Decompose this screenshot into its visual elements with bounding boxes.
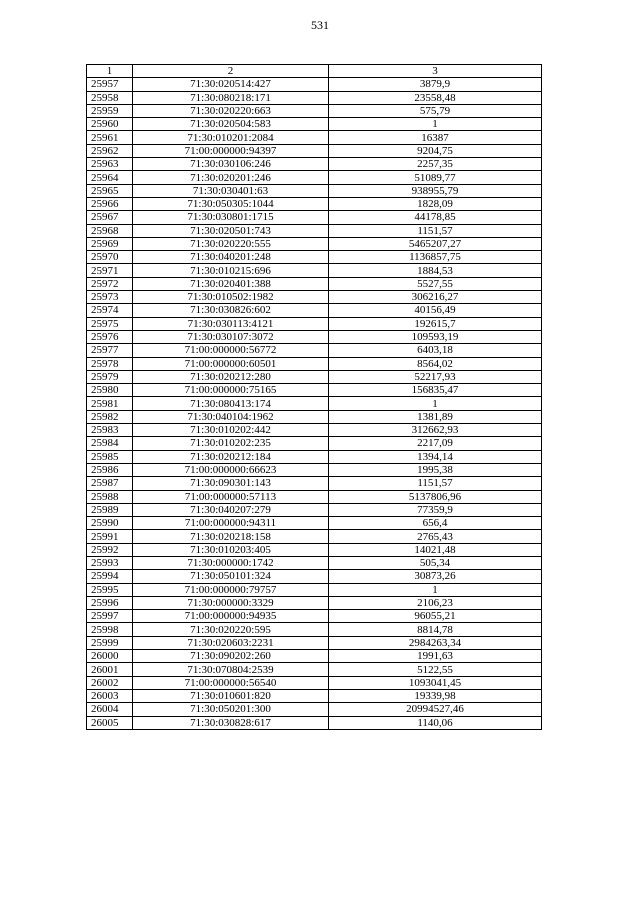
row-number-cell: 25991 (87, 530, 133, 543)
cadastral-number-cell: 71:30:020212:280 (133, 370, 329, 383)
value-cell: 5465207,27 (329, 237, 542, 250)
cadastral-number-cell: 71:30:010203:405 (133, 543, 329, 556)
data-table (86, 64, 542, 730)
row-number-cell: 25998 (87, 623, 133, 636)
value-cell: 40156,49 (329, 304, 542, 317)
cadastral-number-cell: 71:30:030826:602 (133, 304, 329, 317)
row-number-cell: 25963 (87, 158, 133, 171)
value-cell: 20994527,46 (329, 703, 542, 716)
table-row (87, 676, 542, 689)
cadastral-number-cell: 71:30:020212:184 (133, 450, 329, 463)
cadastral-number-cell: 71:30:020603:2231 (133, 636, 329, 649)
row-number-cell: 25970 (87, 251, 133, 264)
value-cell: 96055,21 (329, 610, 542, 623)
value-cell: 505,34 (329, 556, 542, 569)
value-cell: 192615,7 (329, 317, 542, 330)
value-cell: 52217,93 (329, 370, 542, 383)
value-cell: 306216,27 (329, 291, 542, 304)
value-cell: 2257,35 (329, 158, 542, 171)
table-row (87, 237, 542, 250)
cadastral-number-cell: 71:30:030401:63 (133, 184, 329, 197)
row-number-cell: 25986 (87, 463, 133, 476)
row-number-cell: 25972 (87, 277, 133, 290)
cadastral-number-cell: 71:30:010601:820 (133, 689, 329, 702)
table-row (87, 78, 542, 91)
cadastral-number-cell: 71:30:000000:3329 (133, 596, 329, 609)
cadastral-number-cell: 71:30:010215:696 (133, 264, 329, 277)
table-row (87, 277, 542, 290)
cadastral-number-cell: 71:30:020220:663 (133, 104, 329, 117)
table-row (87, 264, 542, 277)
table-row (87, 450, 542, 463)
value-cell: 1140,06 (329, 716, 542, 729)
table-row (87, 703, 542, 716)
row-number-cell: 25964 (87, 171, 133, 184)
value-cell: 8564,02 (329, 357, 542, 370)
cadastral-number-cell: 71:30:050305:1044 (133, 197, 329, 210)
cadastral-number-cell: 71:30:020501:743 (133, 224, 329, 237)
cadastral-number-cell: 71:30:040207:279 (133, 503, 329, 516)
table-row (87, 104, 542, 117)
row-number-cell: 25978 (87, 357, 133, 370)
table-row (87, 716, 542, 729)
table-row (87, 91, 542, 104)
cadastral-number-cell: 71:30:020220:555 (133, 237, 329, 250)
value-cell: 1995,38 (329, 463, 542, 476)
table-row (87, 211, 542, 224)
table-row (87, 118, 542, 131)
value-cell: 2217,09 (329, 437, 542, 450)
table-row (87, 357, 542, 370)
table-row (87, 596, 542, 609)
row-number-cell: 25967 (87, 211, 133, 224)
cadastral-number-cell: 71:00:000000:56540 (133, 676, 329, 689)
column-header-3: 3 (329, 65, 542, 78)
table-row (87, 410, 542, 423)
row-number-cell: 25990 (87, 517, 133, 530)
cadastral-number-cell: 71:30:010201:2084 (133, 131, 329, 144)
row-number-cell: 25984 (87, 437, 133, 450)
cadastral-number-cell: 71:00:000000:94311 (133, 517, 329, 530)
value-cell: 1093041,45 (329, 676, 542, 689)
cadastral-number-cell: 71:30:030107:3072 (133, 330, 329, 343)
row-number-cell: 25985 (87, 450, 133, 463)
cadastral-number-cell: 71:00:000000:57113 (133, 490, 329, 503)
table-row (87, 636, 542, 649)
table-row (87, 570, 542, 583)
table-row (87, 397, 542, 410)
table-row (87, 158, 542, 171)
row-number-cell: 25957 (87, 78, 133, 91)
table-row (87, 344, 542, 357)
cadastral-number-cell: 71:30:040201:248 (133, 251, 329, 264)
value-cell: 1151,57 (329, 224, 542, 237)
value-cell: 1 (329, 118, 542, 131)
cadastral-number-cell: 71:30:080413:174 (133, 397, 329, 410)
row-number-cell: 25993 (87, 556, 133, 569)
value-cell: 9204,75 (329, 144, 542, 157)
value-cell: 16387 (329, 131, 542, 144)
row-number-cell: 25965 (87, 184, 133, 197)
cadastral-number-cell: 71:30:020220:595 (133, 623, 329, 636)
table-row (87, 503, 542, 516)
value-cell: 1136857,75 (329, 251, 542, 264)
row-number-cell: 25971 (87, 264, 133, 277)
table-row (87, 317, 542, 330)
row-number-cell: 26002 (87, 676, 133, 689)
value-cell: 1151,57 (329, 477, 542, 490)
value-cell: 5122,55 (329, 663, 542, 676)
table-row (87, 370, 542, 383)
cadastral-number-cell: 71:00:000000:94397 (133, 144, 329, 157)
cadastral-number-cell: 71:30:020514:427 (133, 78, 329, 91)
value-cell: 6403,18 (329, 344, 542, 357)
table-row (87, 171, 542, 184)
row-number-cell: 25977 (87, 344, 133, 357)
row-number-cell: 25988 (87, 490, 133, 503)
row-number-cell: 26001 (87, 663, 133, 676)
row-number-cell: 25961 (87, 131, 133, 144)
value-cell: 5137806,96 (329, 490, 542, 503)
row-number-cell: 25959 (87, 104, 133, 117)
value-cell: 3879,9 (329, 78, 542, 91)
cadastral-number-cell: 71:00:000000:94935 (133, 610, 329, 623)
value-cell: 156835,47 (329, 384, 542, 397)
cadastral-number-cell: 71:30:020218:158 (133, 530, 329, 543)
cadastral-number-cell: 71:30:030801:1715 (133, 211, 329, 224)
table-row (87, 424, 542, 437)
value-cell: 2984263,34 (329, 636, 542, 649)
cadastral-number-cell: 71:30:080218:171 (133, 91, 329, 104)
row-number-cell: 25979 (87, 370, 133, 383)
row-number-cell: 25992 (87, 543, 133, 556)
cadastral-number-cell: 71:00:000000:60501 (133, 357, 329, 370)
row-number-cell: 25982 (87, 410, 133, 423)
row-number-cell: 25976 (87, 330, 133, 343)
row-number-cell: 26003 (87, 689, 133, 702)
row-number-cell: 25958 (87, 91, 133, 104)
table-row (87, 490, 542, 503)
table-row (87, 330, 542, 343)
value-cell: 109593,19 (329, 330, 542, 343)
row-number-cell: 25996 (87, 596, 133, 609)
value-cell: 44178,85 (329, 211, 542, 224)
value-cell: 1381,89 (329, 410, 542, 423)
row-number-cell: 25987 (87, 477, 133, 490)
table-row (87, 610, 542, 623)
table-row (87, 650, 542, 663)
table-row (87, 384, 542, 397)
row-number-cell: 25962 (87, 144, 133, 157)
row-number-cell: 25969 (87, 237, 133, 250)
table-row (87, 543, 542, 556)
page-number: 531 (311, 18, 329, 32)
cadastral-number-cell: 71:30:050101:324 (133, 570, 329, 583)
row-number-cell: 25973 (87, 291, 133, 304)
cadastral-number-cell: 71:00:000000:56772 (133, 344, 329, 357)
cadastral-number-cell: 71:30:020504:583 (133, 118, 329, 131)
row-number-cell: 25966 (87, 197, 133, 210)
value-cell: 14021,48 (329, 543, 542, 556)
value-cell: 312662,93 (329, 424, 542, 437)
cadastral-number-cell: 71:30:010502:1982 (133, 291, 329, 304)
row-number-cell: 25983 (87, 424, 133, 437)
value-cell: 8814,78 (329, 623, 542, 636)
value-cell: 23558,48 (329, 91, 542, 104)
table-row (87, 663, 542, 676)
value-cell: 5527,55 (329, 277, 542, 290)
row-number-cell: 25989 (87, 503, 133, 516)
cadastral-number-cell: 71:30:030828:617 (133, 716, 329, 729)
value-cell: 1 (329, 583, 542, 596)
value-cell: 1991,63 (329, 650, 542, 663)
column-header-2: 2 (133, 65, 329, 78)
value-cell: 30873,26 (329, 570, 542, 583)
value-cell: 1 (329, 397, 542, 410)
table-body (87, 78, 542, 730)
value-cell: 19339,98 (329, 689, 542, 702)
row-number-cell: 25995 (87, 583, 133, 596)
table-row (87, 437, 542, 450)
table-row (87, 291, 542, 304)
cadastral-number-cell: 71:00:000000:75165 (133, 384, 329, 397)
table-row (87, 197, 542, 210)
value-cell: 938955,79 (329, 184, 542, 197)
table-row (87, 184, 542, 197)
row-number-cell: 25981 (87, 397, 133, 410)
row-number-cell: 26000 (87, 650, 133, 663)
cadastral-number-cell: 71:00:000000:66623 (133, 463, 329, 476)
cadastral-number-cell: 71:30:090301:143 (133, 477, 329, 490)
row-number-cell: 26004 (87, 703, 133, 716)
value-cell: 2106,23 (329, 596, 542, 609)
row-number-cell: 25974 (87, 304, 133, 317)
value-cell: 1828,09 (329, 197, 542, 210)
value-cell: 77359,9 (329, 503, 542, 516)
value-cell: 575,79 (329, 104, 542, 117)
row-number-cell: 25968 (87, 224, 133, 237)
cadastral-number-cell: 71:00:000000:79757 (133, 583, 329, 596)
table-row (87, 530, 542, 543)
table-row (87, 623, 542, 636)
cadastral-number-cell: 71:30:090202:260 (133, 650, 329, 663)
table-row (87, 144, 542, 157)
cadastral-number-cell: 71:30:070804:2539 (133, 663, 329, 676)
table-row (87, 224, 542, 237)
cadastral-number-cell: 71:30:020401:388 (133, 277, 329, 290)
cadastral-number-cell: 71:30:040104:1962 (133, 410, 329, 423)
cadastral-number-cell: 71:30:020201:246 (133, 171, 329, 184)
table-row (87, 517, 542, 530)
value-cell: 1884,53 (329, 264, 542, 277)
header-row (87, 65, 542, 78)
table-row (87, 463, 542, 476)
table-row (87, 689, 542, 702)
cadastral-number-cell: 71:30:030113:4121 (133, 317, 329, 330)
cadastral-number-cell: 71:30:010202:235 (133, 437, 329, 450)
value-cell: 656,4 (329, 517, 542, 530)
cadastral-number-cell: 71:30:030106:246 (133, 158, 329, 171)
table-row (87, 304, 542, 317)
cadastral-number-cell: 71:30:000000:1742 (133, 556, 329, 569)
row-number-cell: 25997 (87, 610, 133, 623)
row-number-cell: 25999 (87, 636, 133, 649)
value-cell: 1394,14 (329, 450, 542, 463)
table-row (87, 477, 542, 490)
row-number-cell: 25980 (87, 384, 133, 397)
table-row (87, 556, 542, 569)
row-number-cell: 25994 (87, 570, 133, 583)
cadastral-number-cell: 71:30:050201:300 (133, 703, 329, 716)
column-header-1: 1 (87, 65, 133, 78)
row-number-cell: 25975 (87, 317, 133, 330)
table-row (87, 583, 542, 596)
table-row (87, 131, 542, 144)
table-header (87, 65, 542, 78)
table-row (87, 251, 542, 264)
cadastral-number-cell: 71:30:010202:442 (133, 424, 329, 437)
value-cell: 51089,77 (329, 171, 542, 184)
row-number-cell: 25960 (87, 118, 133, 131)
row-number-cell: 26005 (87, 716, 133, 729)
value-cell: 2765,43 (329, 530, 542, 543)
